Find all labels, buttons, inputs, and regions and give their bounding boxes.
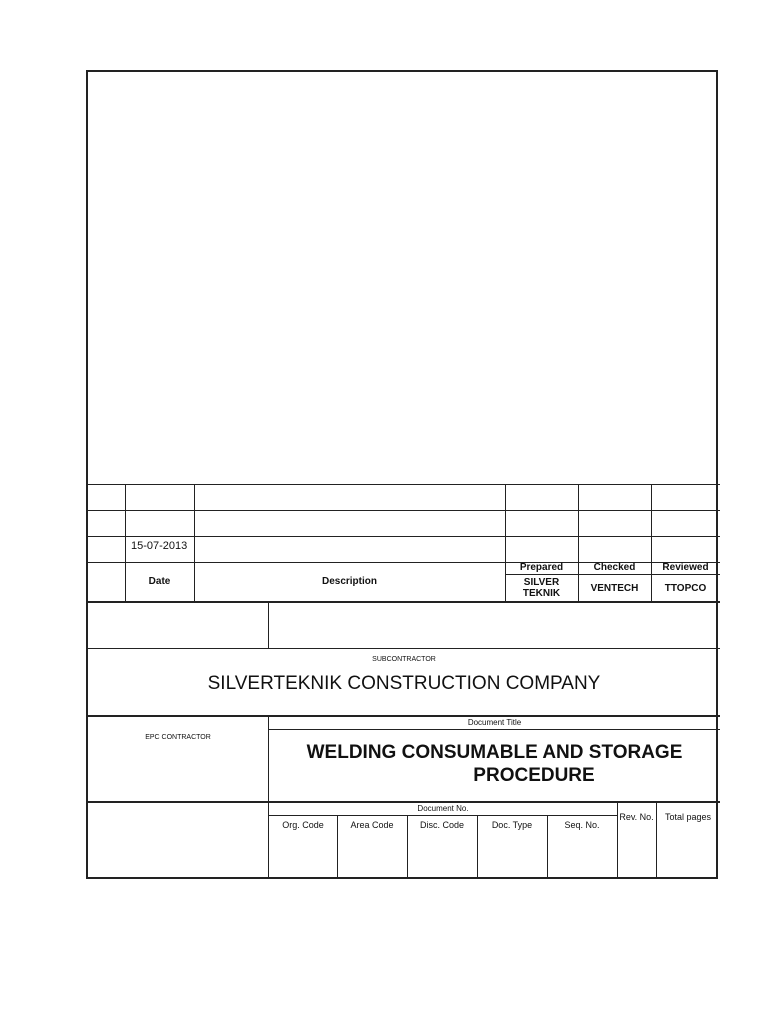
seq-no-header: Seq. No.	[564, 820, 600, 830]
subcontractor-top-line	[88, 648, 720, 649]
prepared-header: Prepared	[519, 562, 564, 573]
rev-row-line-2	[88, 510, 720, 511]
blank-row-divider	[268, 603, 269, 648]
org-code-header: Org. Code	[282, 820, 324, 830]
rev-no-header: Rev. No.	[619, 812, 654, 822]
checked-by: VENTECH	[590, 583, 639, 594]
document-no-label: Document No.	[417, 804, 469, 813]
document-title-label: Document Title	[467, 718, 522, 727]
date-header: Date	[148, 576, 171, 587]
document-frame	[86, 70, 718, 879]
reviewed-by: TTOPCO	[664, 583, 707, 594]
subcontractor-name: SILVERTEKNIK CONSTRUCTION COMPANY	[207, 673, 601, 694]
prepared-by-line1: SILVER	[523, 577, 560, 588]
document-no-label-line	[269, 815, 617, 816]
checked-header: Checked	[593, 562, 636, 573]
area-code-header: Area Code	[350, 820, 394, 830]
rev-row-line-1	[88, 484, 720, 485]
rev-row-line-3	[88, 536, 720, 537]
document-title-line2: PROCEDURE	[473, 765, 595, 786]
revision-date: 15-07-2013	[131, 540, 188, 552]
total-pages-header: Total pages	[664, 812, 712, 822]
subcontractor-label: SUBCONTRACTOR	[372, 656, 436, 663]
description-header: Description	[321, 576, 377, 587]
disc-code-header: Disc. Code	[419, 820, 464, 830]
reviewed-header: Reviewed	[662, 562, 709, 573]
document-title-line1: WELDING CONSUMABLE AND STORAGE	[306, 742, 683, 763]
subcontractor-bottom-line	[88, 715, 720, 717]
document-title-label-line	[269, 729, 720, 730]
rev-table-bottom-line	[88, 601, 720, 603]
prepared-by-line2: TEKNIK	[522, 588, 561, 599]
epc-contractor-label: EPC CONTRACTOR	[145, 734, 211, 741]
doc-type-header: Doc. Type	[491, 820, 533, 830]
document-no-top-line	[88, 801, 720, 803]
signer-sub-line	[506, 574, 720, 575]
